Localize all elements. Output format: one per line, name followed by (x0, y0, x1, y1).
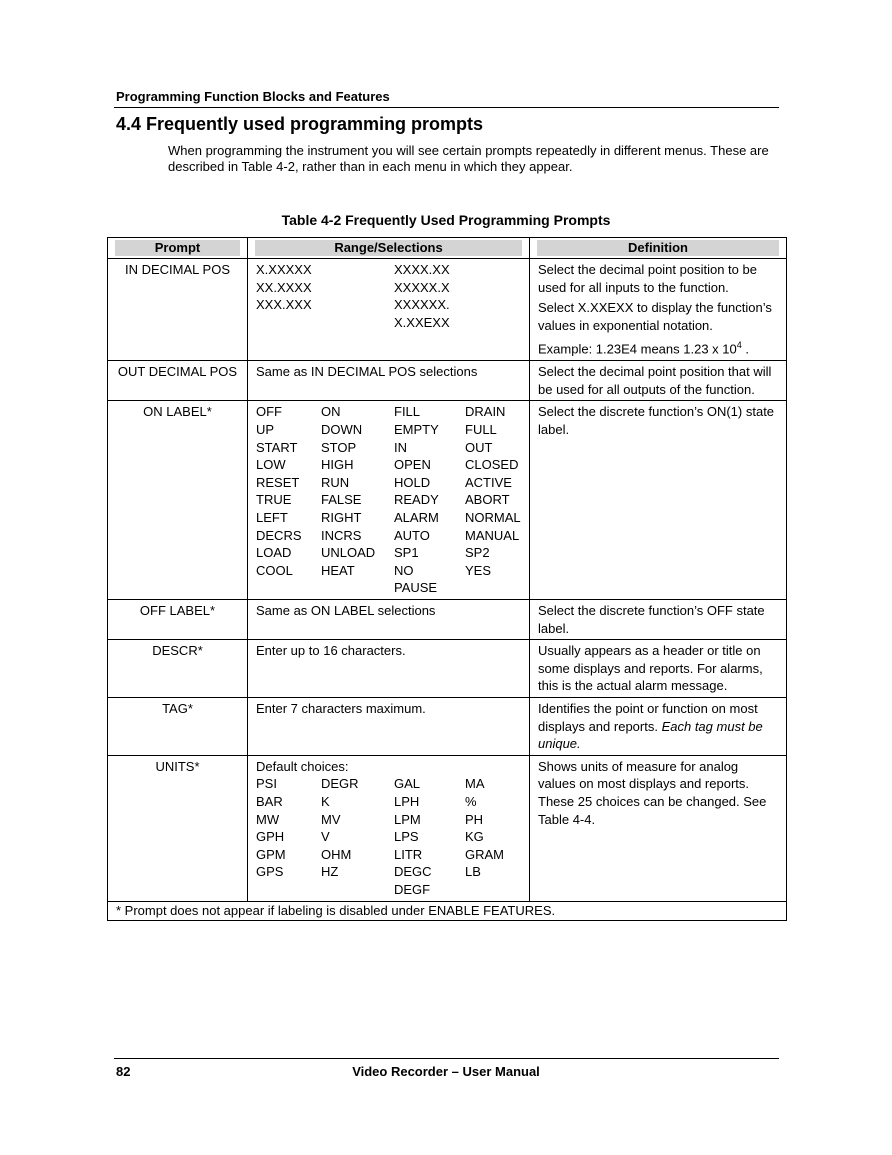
prompt-cell: TAG* (108, 697, 248, 755)
prompt-cell: IN DECIMAL POS (108, 259, 248, 361)
header-definition (530, 238, 787, 259)
range-cell (248, 259, 530, 361)
selection-option: X.XXXXX (256, 262, 312, 277)
prompt-cell: DESCR* (108, 640, 248, 698)
range-cell: Enter 7 characters maximum. (248, 697, 530, 755)
selection-option: RESET (256, 474, 300, 490)
selection-option: DOWN (321, 422, 363, 438)
range-grid (256, 261, 521, 331)
selection-option: SP1 (394, 545, 419, 561)
selection-option: MW (256, 811, 280, 827)
range-cell (248, 401, 530, 600)
selection-option: PH (465, 811, 484, 827)
table-row (108, 401, 787, 600)
definition-emphasis: Each tag must be unique. (538, 718, 763, 752)
selection-option (256, 881, 321, 899)
selection-option: X.XXEXX (394, 314, 450, 330)
selection-option: MANUAL (465, 527, 520, 543)
selection-option: FALSE (321, 492, 362, 508)
selection-option: RIGHT (321, 510, 362, 526)
prompt-cell: OFF LABEL* (108, 600, 248, 640)
example-suffix: . (741, 341, 749, 357)
selection-option: HOLD (394, 474, 431, 490)
selection-option: LPM (394, 811, 421, 827)
selection-option: RUN (321, 474, 350, 490)
header-prompt (108, 238, 248, 259)
selection-option (321, 579, 394, 597)
table-row (108, 697, 787, 755)
definition-cell (530, 259, 787, 361)
selection-option: BAR (256, 793, 283, 809)
definition-cell: Select the discrete function’s ON(1) state label. (530, 401, 787, 600)
definition-cell: Select the discrete function’s OFF state label. (530, 600, 787, 640)
selection-option: DRAIN (465, 404, 506, 420)
header-range (248, 238, 530, 259)
selection-option: START (256, 439, 298, 455)
header-prompt-label: Prompt (115, 240, 240, 256)
definition-cell (530, 697, 787, 755)
selection-option: LPS (394, 829, 419, 845)
definition-cell: Shows units of measure for analog values on most displays and reports. These 25 choices can be changed. See Table 4-4. (530, 755, 787, 901)
selection-option: HIGH (321, 457, 354, 473)
prompts-table (107, 237, 787, 921)
footnote-row (108, 901, 787, 920)
selection-option: OUT (465, 439, 493, 455)
running-header: Programming Function Blocks and Features (116, 89, 390, 104)
selection-option: XXXXX.X (394, 279, 450, 295)
selection-option: GPS (256, 864, 284, 880)
table-row (108, 361, 787, 401)
table-row (108, 600, 787, 640)
example-text: Example: 1.23E4 means 1.23 x 10 (538, 341, 737, 357)
selection-option: LPH (394, 793, 420, 809)
selection-option: UNLOAD (321, 545, 376, 561)
example-exponent: 4 (736, 340, 742, 351)
range-grid (256, 775, 521, 898)
selection-option: ALARM (394, 510, 439, 526)
range-cell: Enter up to 16 characters. (248, 640, 530, 698)
selection-option: EMPTY (394, 422, 439, 438)
selection-option (465, 881, 525, 899)
selection-option: MA (465, 776, 485, 792)
range-cell: Same as IN DECIMAL POS selections (248, 361, 530, 401)
definition-cell: Select the decimal point position that will be used for all outputs of the function. (530, 361, 787, 401)
selection-option: LOW (256, 457, 286, 473)
selection-option: PSI (256, 776, 277, 792)
prompt-cell: UNITS* (108, 755, 248, 901)
table-row (108, 259, 787, 361)
prompt-cell: OUT DECIMAL POS (108, 361, 248, 401)
selection-option: GPM (256, 846, 286, 862)
selection-option: ON (321, 404, 341, 420)
table-row (108, 640, 787, 698)
selection-option: FILL (394, 404, 421, 420)
range-grid (256, 403, 521, 597)
selection-option: GRAM (465, 846, 504, 862)
selection-option: HZ (321, 864, 339, 880)
page-number: 82 (116, 1064, 131, 1079)
definition-cell: Usually appears as a header or title on some displays and reports. For alarms, this is the actual alarm message. (530, 640, 787, 698)
selection-option: MV (321, 811, 341, 827)
definition-text: Select the decimal point position to be used for all inputs to the function. (538, 262, 757, 295)
selection-option: ACTIVE (465, 474, 512, 490)
range-cell (248, 755, 530, 901)
selection-option: TRUE (256, 492, 292, 508)
selection-option: XXXXXX. (394, 297, 450, 313)
table-caption: Table 4-2 Frequently Used Programming Prompts (281, 212, 611, 228)
selection-option: OPEN (394, 457, 431, 473)
selection-option: AUTO (394, 527, 430, 543)
selection-option: NORMAL (465, 510, 521, 526)
selection-option: LOAD (256, 545, 292, 561)
definition-example (538, 337, 778, 358)
selection-option: LB (465, 864, 481, 880)
selection-option: DEGR (321, 776, 359, 792)
definition-text: Identifies the point or function on most displays and reports. (538, 700, 758, 734)
intro-paragraph: When programming the instrument you will see certain prompts repeatedly in different menus. These are described in Table 4-2, rather than in each menu in which they appear. (168, 143, 769, 174)
selection-option: V (321, 829, 330, 845)
selection-option (256, 314, 394, 332)
selection-option: DEGC (394, 864, 432, 880)
header-definition-label: Definition (537, 240, 779, 256)
selection-option: OFF (256, 404, 282, 420)
selection-option: SP2 (465, 545, 490, 561)
selection-option: LEFT (256, 510, 288, 526)
selection-option: READY (394, 492, 439, 508)
table-row (108, 755, 787, 901)
selection-option: % (465, 793, 477, 809)
selection-option: FULL (465, 422, 497, 438)
range-cell: Same as ON LABEL selections (248, 600, 530, 640)
table-footnote: * Prompt does not appear if labeling is disabled under ENABLE FEATURES. (108, 901, 787, 920)
header-rule (114, 107, 779, 108)
selection-option: XX.XXXX (256, 279, 312, 295)
selection-option: YES (465, 562, 492, 578)
selection-option: XXX.XXX (256, 297, 312, 313)
range-intro: Default choices: (256, 758, 349, 774)
selection-option: NO (394, 562, 414, 578)
selection-option: COOL (256, 562, 293, 578)
definition-text: Select X.XXEXX to display the function’s values in exponential notation. (538, 300, 772, 333)
selection-option: UP (256, 422, 275, 438)
selection-option (465, 579, 525, 597)
selection-option: STOP (321, 439, 357, 455)
section-heading: 4.4 Frequently used programming prompts (116, 114, 484, 134)
table-header-row (108, 238, 787, 259)
footer-rule (114, 1058, 779, 1059)
selection-option: K (321, 793, 330, 809)
header-range-label: Range/Selections (255, 240, 522, 256)
selection-option: XXXX.XX (394, 262, 450, 277)
selection-option: DECRS (256, 527, 302, 543)
selection-option: KG (465, 829, 484, 845)
selection-option: GAL (394, 776, 421, 792)
selection-option: LITR (394, 846, 423, 862)
selection-option: ABORT (465, 492, 510, 508)
selection-option (321, 881, 394, 899)
selection-option: OHM (321, 846, 352, 862)
manual-title: Video Recorder – User Manual (352, 1064, 540, 1079)
selection-option: IN (394, 439, 407, 455)
selection-option: GPH (256, 829, 285, 845)
selection-option (256, 579, 321, 597)
selection-option: HEAT (321, 562, 355, 578)
selection-option: DEGF (394, 881, 431, 897)
prompt-cell: ON LABEL* (108, 401, 248, 600)
selection-option: INCRS (321, 527, 362, 543)
selection-option: CLOSED (465, 457, 519, 473)
selection-option: PAUSE (394, 580, 438, 596)
